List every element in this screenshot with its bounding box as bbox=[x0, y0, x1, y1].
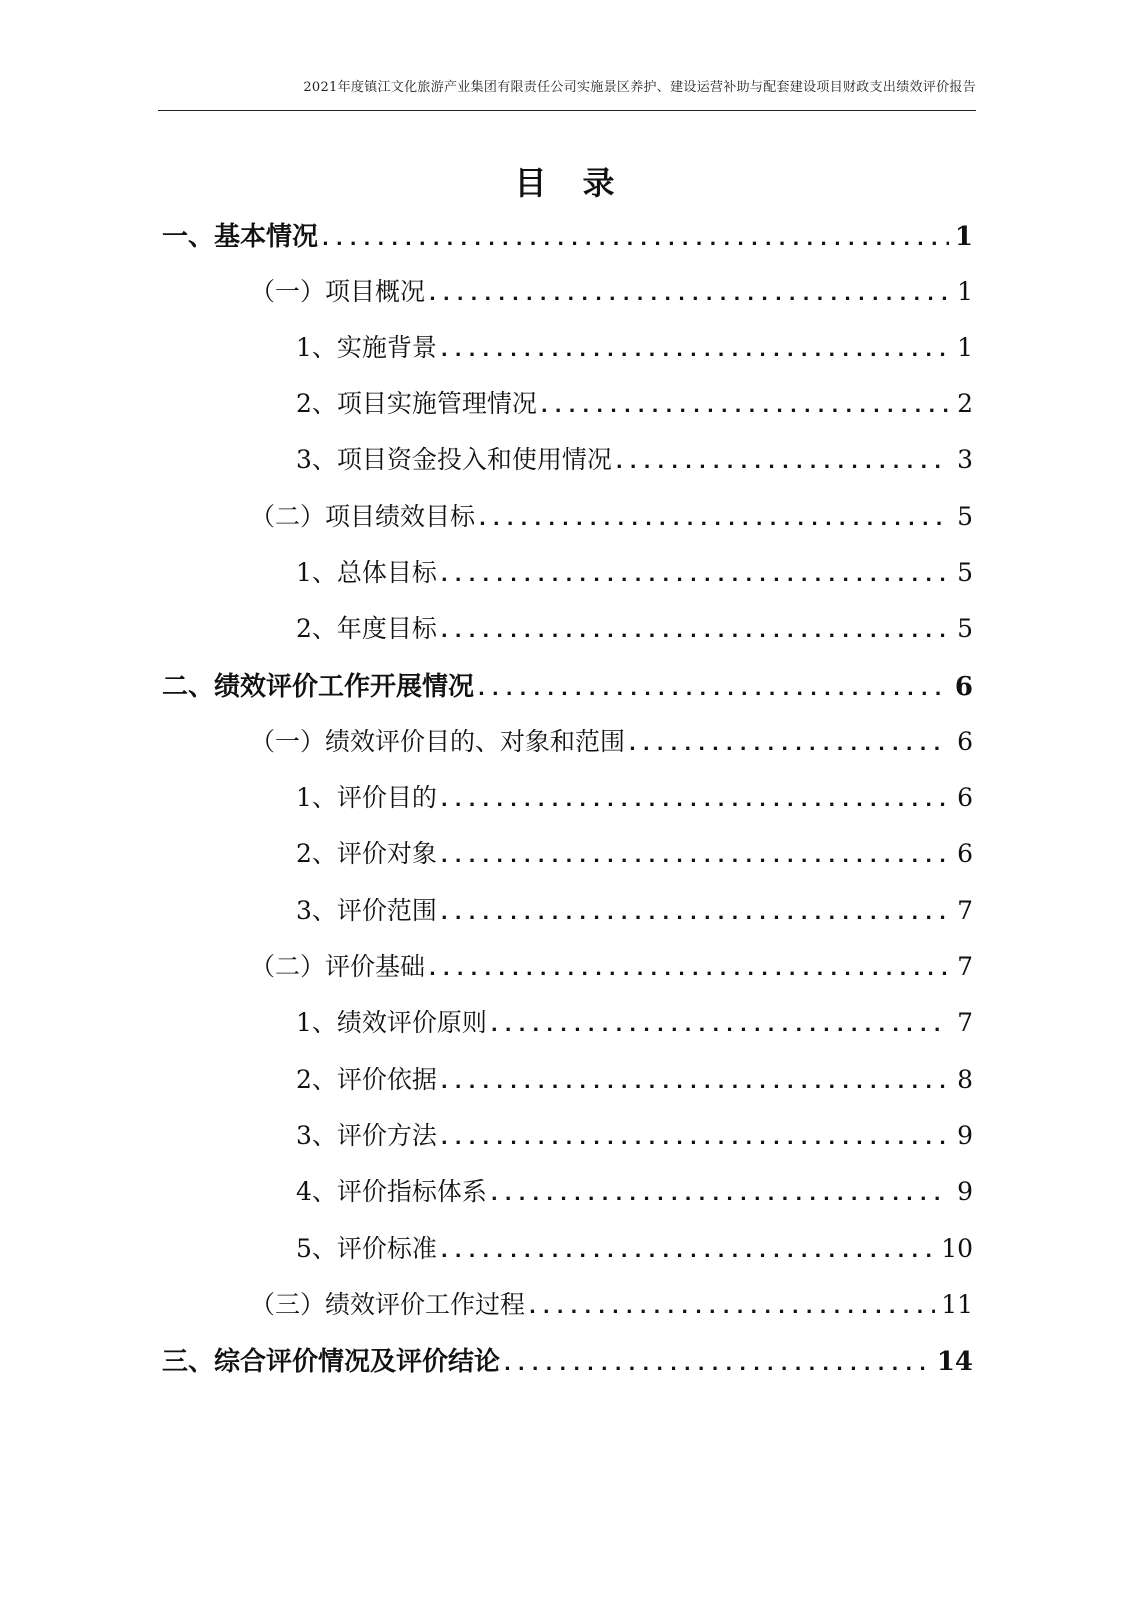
toc-entry[interactable] bbox=[296, 778, 973, 816]
toc-page-number: 7 bbox=[957, 952, 973, 981]
toc-title: 目 录 bbox=[514, 164, 617, 202]
toc-page-number: 7 bbox=[957, 1008, 973, 1037]
toc-page-number: 6 bbox=[957, 839, 973, 868]
toc-entry-label: 1、绩效评价原则 bbox=[296, 1008, 487, 1037]
toc-entry-label: （一）项目概况 bbox=[250, 277, 426, 306]
toc-entry-label: 1、实施背景 bbox=[296, 333, 437, 362]
toc-page-number: 6 bbox=[954, 672, 973, 702]
toc-entry-label: （二）评价基础 bbox=[250, 952, 426, 981]
toc-entry-label: 2、评价依据 bbox=[296, 1065, 437, 1094]
toc-page-number: 6 bbox=[957, 783, 973, 812]
toc-entry-label: 2、年度目标 bbox=[296, 614, 437, 643]
toc-entry-label: 3、评价范围 bbox=[296, 896, 437, 925]
toc-entry-label: 三、综合评价情况及评价结论 bbox=[162, 1347, 501, 1377]
toc-page-number: 7 bbox=[957, 896, 973, 925]
toc-page-number: 11 bbox=[941, 1290, 973, 1319]
toc-dot-leader bbox=[441, 790, 949, 811]
toc-entry-label: 一、基本情况 bbox=[162, 222, 319, 252]
toc-page-number: 14 bbox=[936, 1347, 973, 1377]
toc-dot-leader bbox=[429, 284, 949, 305]
toc-dot-leader bbox=[441, 846, 949, 867]
toc-entry[interactable] bbox=[296, 834, 973, 872]
toc-page-number: 8 bbox=[957, 1065, 973, 1094]
toc-dot-leader bbox=[491, 1184, 949, 1205]
toc-entry[interactable] bbox=[162, 666, 973, 704]
toc-entry[interactable] bbox=[250, 947, 973, 985]
toc-entry-label: 4、评价指标体系 bbox=[296, 1177, 487, 1206]
toc-entry[interactable] bbox=[296, 1116, 973, 1154]
toc-page-number: 1 bbox=[954, 222, 973, 252]
toc-entry-label: （二）项目绩效目标 bbox=[250, 502, 476, 531]
toc-entry-label: 3、评价方法 bbox=[296, 1121, 437, 1150]
toc-entry[interactable] bbox=[296, 1172, 973, 1210]
toc-page-number: 3 bbox=[957, 445, 973, 474]
toc-dot-leader bbox=[491, 1015, 949, 1036]
toc-page-number: 9 bbox=[957, 1177, 973, 1206]
toc-entry-label: 3、项目资金投入和使用情况 bbox=[296, 445, 612, 474]
toc-dot-leader bbox=[479, 509, 949, 530]
toc-entry[interactable] bbox=[296, 328, 973, 366]
toc-entry-label: 2、项目实施管理情况 bbox=[296, 389, 537, 418]
toc-dot-leader bbox=[441, 1241, 935, 1262]
toc-dot-leader bbox=[616, 452, 949, 473]
toc-entry-label: （三）绩效评价工作过程 bbox=[250, 1290, 526, 1319]
toc-page-number: 2 bbox=[957, 389, 973, 418]
toc-dot-leader bbox=[429, 959, 949, 980]
toc-entry[interactable] bbox=[162, 1341, 973, 1379]
toc-entry[interactable] bbox=[162, 216, 973, 254]
toc-dot-leader bbox=[441, 565, 949, 586]
toc-dot-leader bbox=[529, 1297, 935, 1318]
toc-entry[interactable] bbox=[296, 891, 973, 929]
toc-dot-leader bbox=[441, 1072, 949, 1093]
toc-dot-leader bbox=[441, 340, 949, 361]
toc-entry[interactable] bbox=[296, 1060, 973, 1098]
toc-entry[interactable] bbox=[296, 1003, 973, 1041]
toc-entry-label: 1、总体目标 bbox=[296, 558, 437, 587]
toc-entry-label: 5、评价标准 bbox=[296, 1234, 437, 1263]
toc-entry-label: 1、评价目的 bbox=[296, 783, 437, 812]
toc-page-number: 6 bbox=[957, 727, 973, 756]
toc-entry[interactable] bbox=[296, 609, 973, 647]
toc-dot-leader bbox=[441, 1128, 949, 1149]
toc-entry[interactable] bbox=[296, 440, 973, 478]
toc-entry[interactable] bbox=[296, 553, 973, 591]
toc-page-number: 5 bbox=[957, 502, 973, 531]
toc-page-number: 9 bbox=[957, 1121, 973, 1150]
toc-dot-leader bbox=[478, 679, 949, 700]
toc-dot-leader bbox=[441, 903, 949, 924]
toc-dot-leader bbox=[441, 621, 949, 642]
toc-entry-label: （一）绩效评价目的、对象和范围 bbox=[250, 727, 626, 756]
toc-page-number: 5 bbox=[957, 558, 973, 587]
toc-entry[interactable] bbox=[250, 722, 973, 760]
toc-entry-label: 二、绩效评价工作开展情况 bbox=[162, 672, 475, 702]
toc-entry[interactable] bbox=[250, 272, 973, 310]
page-header: 2021年度镇江文化旅游产业集团有限责任公司实施景区养护、建设运营补助与配套建设项目财政支出绩效评价报告 bbox=[303, 80, 976, 95]
toc-entry-label: 2、评价对象 bbox=[296, 839, 437, 868]
toc-page-number: 1 bbox=[957, 333, 973, 362]
toc-entry[interactable] bbox=[296, 384, 973, 422]
toc-page-number: 5 bbox=[957, 614, 973, 643]
toc-entry[interactable] bbox=[250, 497, 973, 535]
toc-dot-leader bbox=[541, 396, 949, 417]
toc-page-number: 10 bbox=[941, 1234, 973, 1263]
toc-dot-leader bbox=[504, 1354, 931, 1375]
toc-entry[interactable] bbox=[296, 1229, 973, 1267]
toc-dot-leader bbox=[322, 229, 949, 250]
toc-page-number: 1 bbox=[957, 277, 973, 306]
toc-entry[interactable] bbox=[250, 1285, 973, 1323]
toc-dot-leader bbox=[629, 734, 949, 755]
